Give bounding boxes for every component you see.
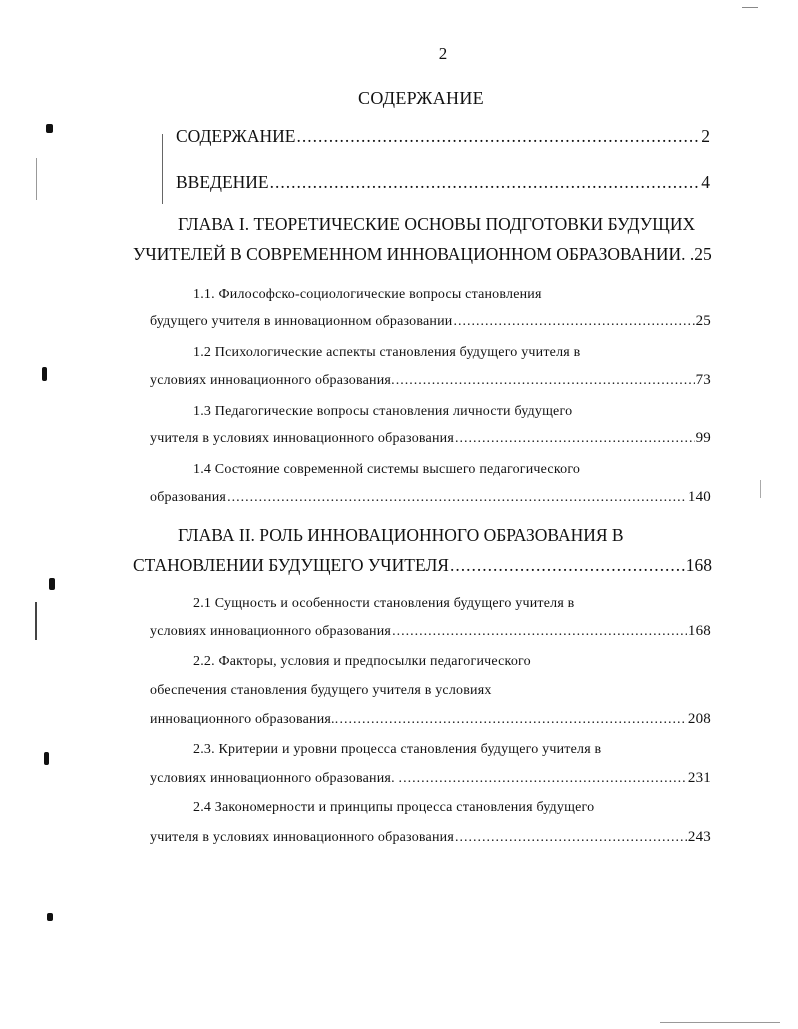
binding-hole-mark	[46, 124, 53, 133]
leader-dots	[339, 712, 686, 728]
leader-dots	[455, 830, 687, 846]
scan-line	[742, 7, 758, 8]
toc-entry-page: 2	[701, 126, 710, 146]
toc-entry-text: ВВЕДЕНИЕ	[176, 172, 269, 192]
toc-entry-page: 208	[687, 711, 711, 727]
leader-dots	[227, 490, 687, 506]
toc-chapter2-line1: ГЛАВА II. РОЛЬ ИННОВАЦИОННОГО ОБРАЗОВАНИЯ В	[178, 525, 624, 545]
toc-s2-4-line1: 2.4 Закономерности и принципы процесса становления будущего	[193, 800, 595, 815]
toc-s2-1-line1: 2.1 Сущность и особенности становления будущего учителя в	[193, 596, 575, 611]
leader-dots	[454, 314, 695, 330]
toc-entry-contents	[176, 126, 710, 147]
toc-entry-chapter2	[133, 555, 712, 576]
leader-dots	[403, 771, 687, 787]
scan-line	[760, 480, 761, 498]
scan-line	[36, 158, 37, 200]
toc-entry-text: будущего учителя в инновационном образовании	[150, 314, 453, 329]
toc-s2-3-line1: 2.3. Критерии и уровни процесса становления будущего учителя в	[193, 742, 602, 757]
toc-s1-1-line1: 1.1. Философско-социологические вопросы становления	[193, 287, 542, 302]
page-number: 2	[438, 44, 448, 63]
toc-entry-s2-3	[150, 770, 711, 787]
toc-chapter1-line1: ГЛАВА I. ТЕОРЕТИЧЕСКИЕ ОСНОВЫ ПОДГОТОВКИ БУДУЩИХ	[178, 214, 696, 234]
toc-s1-3-line1: 1.3 Педагогические вопросы становления личности будущего	[193, 404, 573, 419]
toc-entry-page: 4	[701, 172, 710, 192]
toc-entry-page: 73	[695, 372, 711, 388]
toc-chapter1-line2: УЧИТЕЛЕЙ В СОВРЕМЕННОМ ИННОВАЦИОННОМ ОБРАЗОВАНИИ. .25	[133, 244, 712, 264]
leader-dots	[296, 126, 700, 147]
toc-entry-page: 231	[687, 770, 711, 786]
leader-dots	[270, 172, 701, 193]
toc-entry-text: условиях инновационного образования.	[150, 373, 395, 388]
toc-entry-intro	[176, 172, 710, 193]
toc-entry-page: 99	[695, 430, 711, 446]
toc-entry-text: учителя в условиях инновационного образования	[150, 830, 454, 845]
scan-line	[35, 602, 37, 640]
binding-hole-mark	[49, 578, 55, 590]
binding-hole-mark	[44, 752, 49, 765]
scan-line	[660, 1022, 780, 1023]
toc-entry-text: учителя в условиях инновационного образования	[150, 431, 454, 446]
toc-entry-text: образования	[150, 490, 227, 505]
leader-dots	[392, 624, 687, 640]
binding-hole-mark	[42, 367, 47, 381]
toc-entry-page: 25	[695, 313, 711, 329]
toc-entry-text: условиях инновационного образования	[150, 624, 392, 639]
toc-s2-2-line2: обеспечения становления будущего учителя в условиях	[150, 683, 492, 698]
toc-entry-s2-2	[150, 711, 711, 728]
page-title: СОДЕРЖАНИЕ	[358, 88, 484, 108]
toc-entry-s2-4	[150, 829, 711, 846]
toc-entry-page: 140	[687, 489, 711, 505]
toc-entry-text: инновационного образования..	[150, 712, 339, 727]
toc-entry-s1-4	[150, 489, 711, 506]
toc-entry-text: СОДЕРЖАНИЕ	[176, 126, 296, 146]
scan-line	[162, 134, 163, 204]
toc-entry-page: 168	[687, 623, 711, 639]
toc-entry-s1-2	[150, 372, 711, 389]
toc-entry-page: 243	[687, 829, 711, 845]
toc-entry-page: 168	[685, 555, 712, 575]
leader-dots	[450, 555, 685, 576]
toc-s1-4-line1: 1.4 Состояние современной системы высшего педагогического	[193, 462, 581, 477]
toc-entry-text: условиях инновационного образования. .	[150, 771, 403, 786]
leader-dots	[455, 431, 695, 447]
leader-dots	[396, 373, 695, 389]
toc-s1-2-line1: 1.2 Психологические аспекты становления будущего учителя в	[193, 345, 581, 360]
toc-entry-text: СТАНОВЛЕНИИ БУДУЩЕГО УЧИТЕЛЯ	[133, 555, 449, 575]
toc-entry-s2-1	[150, 623, 711, 640]
toc-entry-s1-1	[150, 313, 711, 330]
toc-s2-2-line1: 2.2. Факторы, условия и предпосылки педагогического	[193, 654, 531, 669]
binding-hole-mark	[47, 913, 53, 921]
toc-entry-s1-3	[150, 430, 711, 447]
